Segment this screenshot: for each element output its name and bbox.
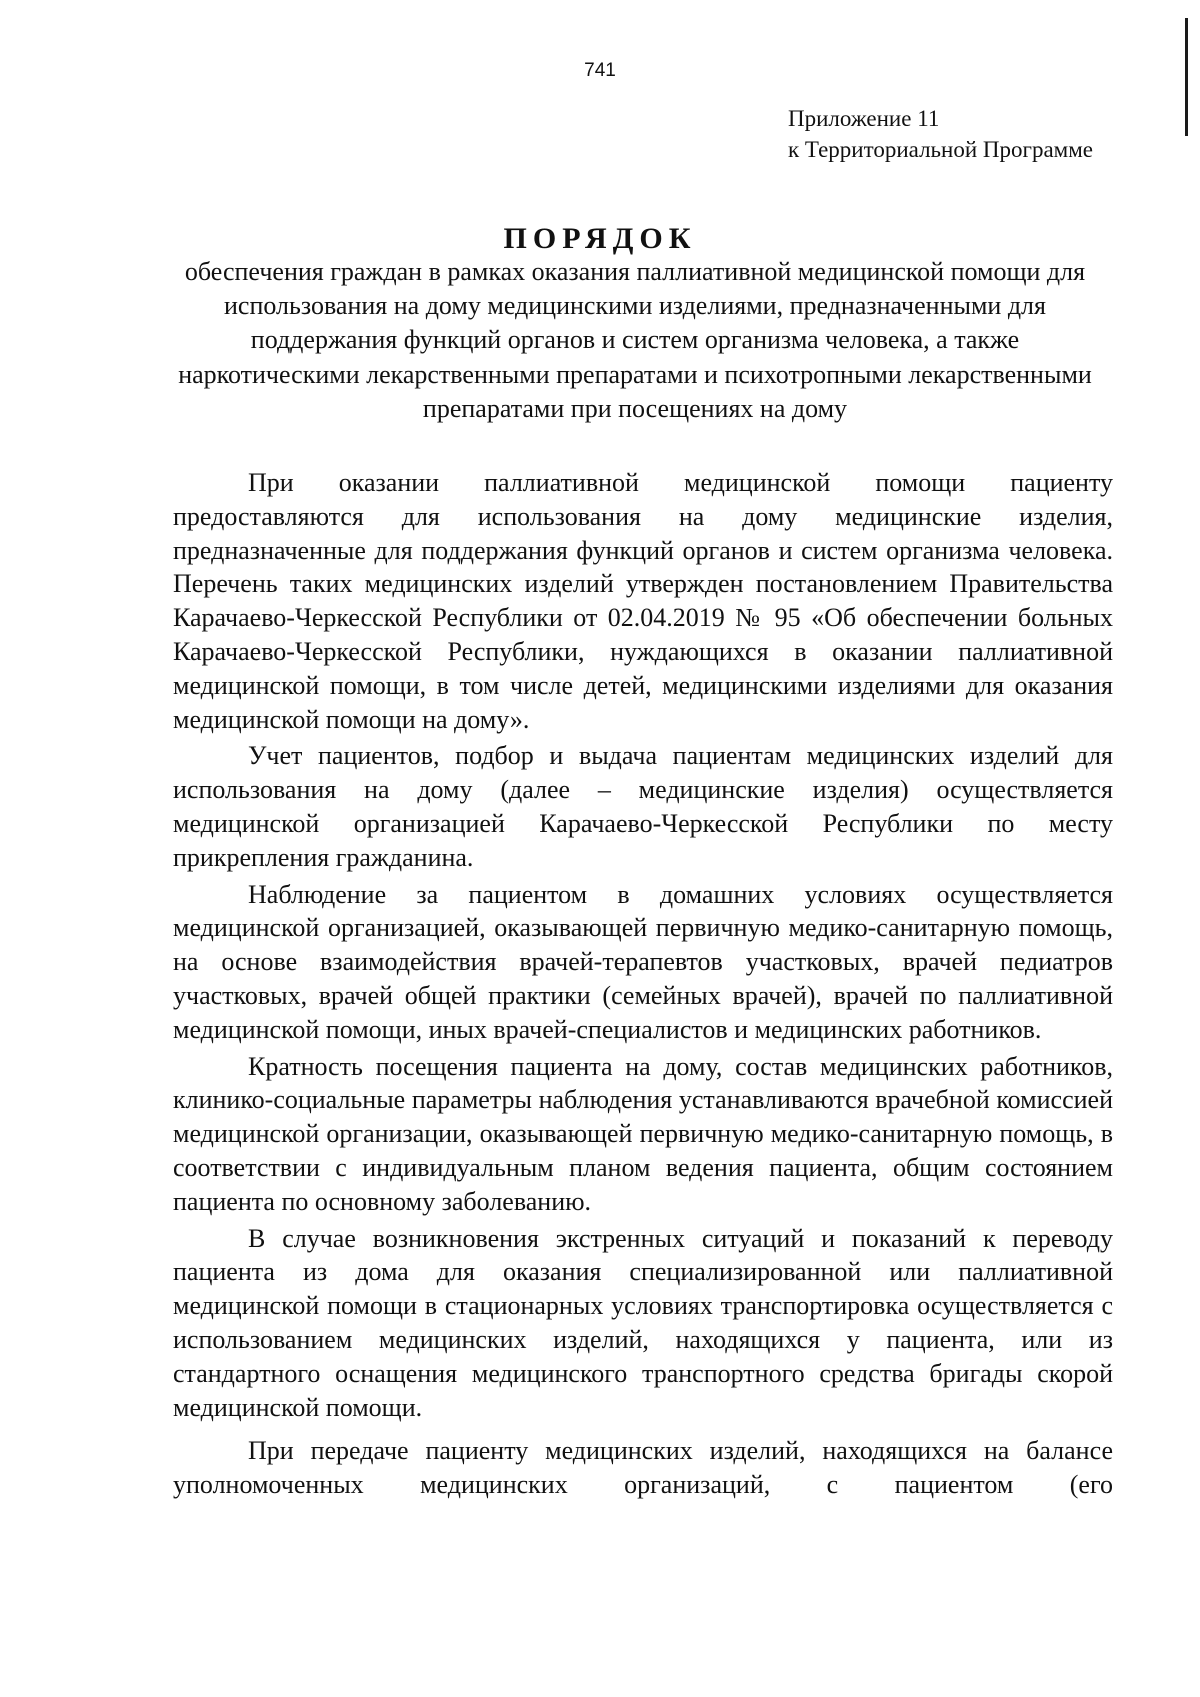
paragraph-5: В случае возникновения экстренных ситуаций и показаний к переводу пациента из дома для оказания специализированной или паллиативной медицинской помощи в стационарных условиях транспортировка осуществляется с использованием медицинских изделий, находящихся у пациента, или из стандартного оснащения медицинского транспортного средства бригады скорой медицинской помощи.	[173, 1223, 1113, 1422]
paragraph-1: При оказании паллиативной медицинской помощи пациенту предоставляются для использования на дому медицинские изделия, предназначенные для поддержания функций органов и систем организма человека. Перечень таких медицинских изделий утвержден постановлением Правительства Карачаево-Черкесской Республики от 02.04.2019 № 95 «Об обеспечении больных Карачаево-Черкесской Республики, нуждающихся в оказании паллиативной медицинской помощи, в том числе детей, медицинскими изделиями для оказания медицинской помощи на дому».	[173, 468, 1113, 734]
document-subtitle: обеспечения граждан в рамках оказания паллиативной медицинской помощи для использования на дому медицинскими изделиями, предназначенными для поддержания функций органов и систем организма человека, а также наркотическими лекарственными препаратами и психотропными лекарственными препаратами при посещениях на дому	[178, 257, 1092, 423]
paragraph-2: Учет пациентов, подбор и выдача пациентам медицинских изделий для использования на дому (далее – медицинские изделия) осуществляется медицинской организацией Карачаево-Черкесской Республики по месту прикрепления гражданина.	[173, 741, 1113, 872]
appendix-line-1: Приложение 11	[788, 106, 940, 131]
appendix-line-2: к Территориальной Программе	[788, 137, 1093, 162]
paragraph-4: Кратность посещения пациента на дому, состав медицинских работников, клинико-социальные параметры наблюдения устанавливаются врачебной комиссией медицинской организации, оказывающей первичную медико-санитарную помощь, в соответствии с индивидуальным планом ведения пациента, общим состоянием пациента по основному заболеванию.	[173, 1051, 1113, 1216]
document-title: ПОРЯДОК	[503, 222, 697, 255]
appendix-note	[788, 103, 1093, 165]
paragraph-3: Наблюдение за пациентом в домашних условиях осуществляется медицинской организацией, оказывающей первичную медико-санитарную помощь, на основе взаимодействия врачей-терапевтов участковых, врачей педиатров участковых, врачей общей практики (семейных врачей), врачей по паллиативной медицинской помощи, иных врачей-специалистов и медицинских работников.	[173, 879, 1113, 1044]
paragraph-6: При передаче пациенту медицинских изделий, находящихся на балансе уполномоченных медицинских организаций, с пациентом (его	[173, 1436, 1113, 1500]
document-body	[173, 466, 1113, 1505]
page-number: 741	[584, 60, 616, 81]
